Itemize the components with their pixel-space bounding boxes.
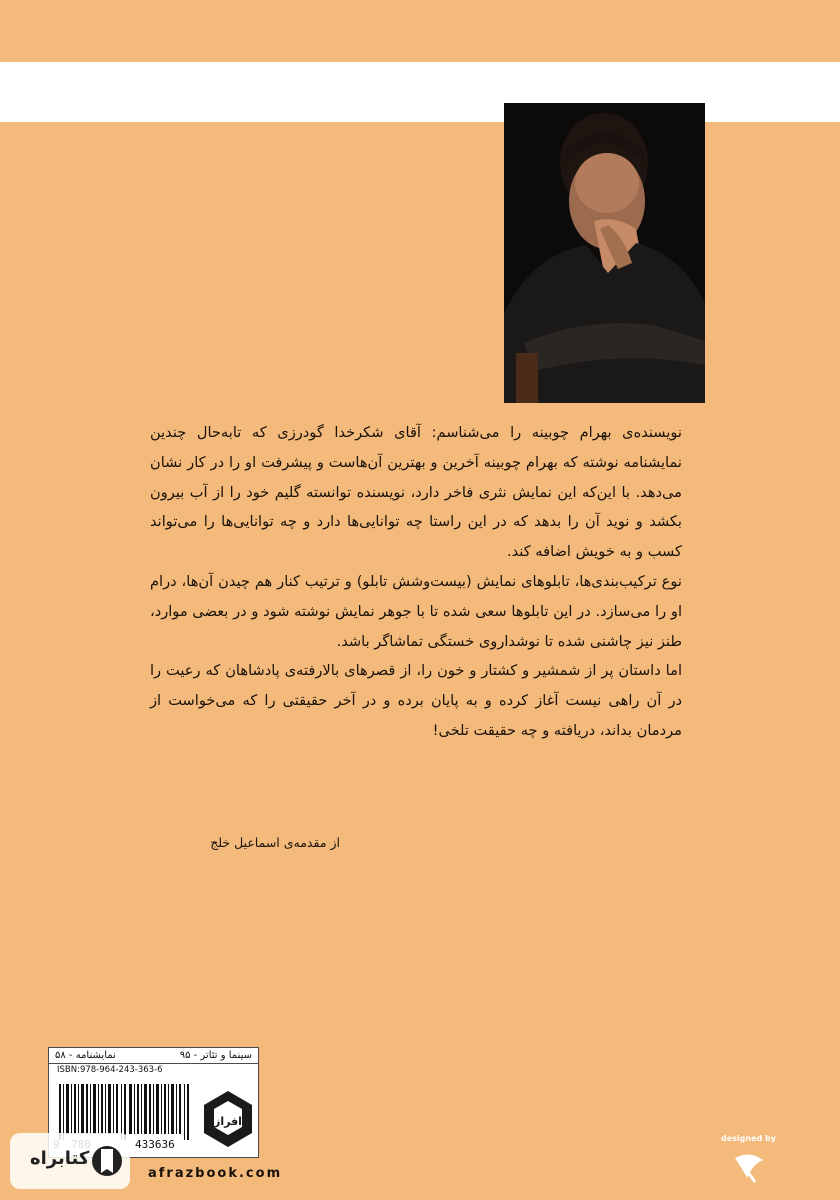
designer-label: designed by [721, 1134, 776, 1143]
back-cover-text [150, 418, 682, 746]
top-white-band [0, 62, 840, 122]
publisher-logo [200, 1087, 256, 1155]
barcode-image [59, 1084, 199, 1140]
ketabrah-watermark [10, 1133, 130, 1189]
isbn-text: ISBN:978-964-243-363-6 [57, 1065, 163, 1075]
source-attribution: از مقدمه‌ی اسماعیل خلج [210, 835, 340, 850]
paragraph-3: اما داستان پر از شمشیر و کشتار و خون را، از قصرهای بالارفته‌ی پادشاهان که رعیت را در آن راهی نیست آغاز کرده و به پایان برده و در آخر حقیقتی را که می‌خواست از مردمان بداند، دریافته و چه حقیقت تلخی! [150, 662, 682, 739]
series-left-label: سینما و تئاتر - ۹۵ [179, 1050, 252, 1061]
series-info-box [48, 1047, 259, 1077]
barcode-digits-end: 433636 [135, 1138, 175, 1151]
paragraph-2: نوع ترکیب‌بندی‌ها، تابلوهای نمایش (بیست‌وشش تابلو) و ترتیب کنار هم چیدن آن‌ها، درام او را می‌سازد. در این تابلوها سعی شده تا با جوهر نمایش نوشته شود و در بعضی موارد، طنز نیز چاشنی شده تا نوشداروی خستگی تماشاگر باشد. [150, 572, 682, 650]
ketabrah-logo-icon [90, 1143, 124, 1179]
publisher-logo-text: افراز [214, 1115, 242, 1128]
watermark-text: کتابراه [30, 1148, 90, 1169]
series-right-label: نمایشنامه - ۵۸ [55, 1050, 116, 1061]
author-photo [504, 103, 705, 403]
designer-credit [715, 1132, 785, 1192]
designer-signature-icon [729, 1148, 769, 1186]
publisher-website[interactable]: afrazbook.com [148, 1166, 283, 1181]
paragraph-1: نویسنده‌ی بهرام چوبینه را می‌شناسم: آقای شکرخدا گودرزی که تابه‌حال چندین نمایشنامه نوشته که بهرام چوبینه آخرین و بهترین آن‌هاست و پیشرفت او را در کار نشان می‌دهد. با این‌که این نمایش نثری فاخر دارد، نویسنده توانسته گلیم خود را از آب بیرون بکشد و نوید آن را بدهد که در این راستا چه توانایی‌ها دارد و چه توانایی‌ها را می‌تواند کسب و به خویش اضافه کند. [150, 424, 682, 561]
series-row [49, 1049, 258, 1063]
